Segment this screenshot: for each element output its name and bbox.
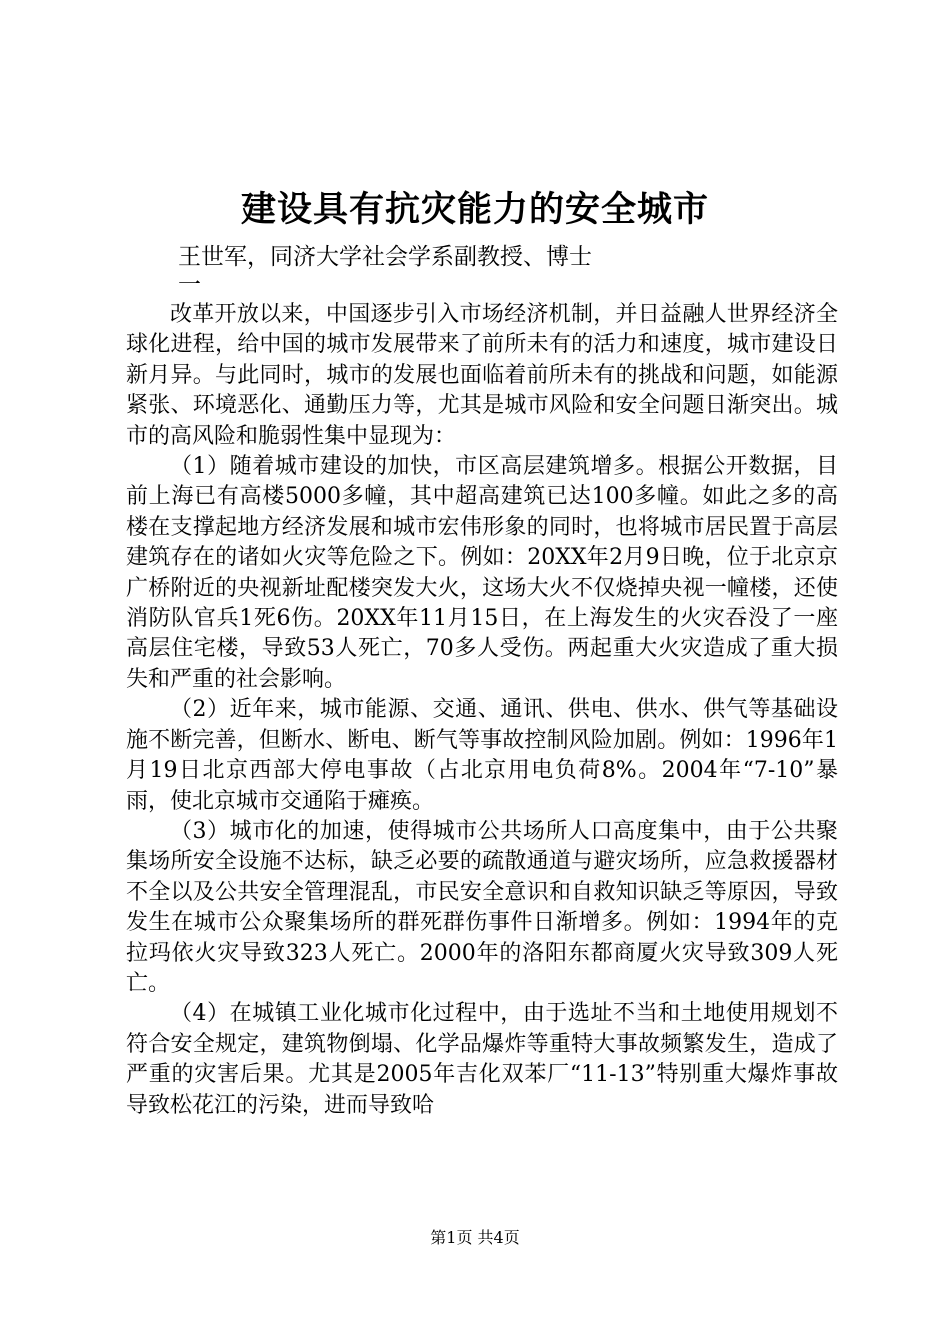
page-footer: 第1页 共4页 [430, 1228, 520, 1247]
document-body [126, 300, 838, 1121]
paragraph-intro: 改革开放以来，中国逐步引入市场经济机制，并日益融人世界经济全球化进程，给中国的城市发展带来了前所未有的活力和速度，城市建设日新月异。与此同时，城市的发展也面临着前所未有的挑战和问题，如能源紧张、环境恶化、通勤压力等，尤其是城市风险和安全问题日渐突出。城市的高风险和脆弱性集中显现为： [126, 302, 838, 449]
section-number: 一 [178, 272, 201, 298]
document-title: 建设具有抗灾能力的安全城市 [240, 189, 709, 230]
paragraph-item-1: （1）随着城市建设的加快，市区高层建筑增多。根据公开数据，目前上海已有高楼5000多幢，其中超高建筑已达100多幢。如此之多的高楼在支撑起地方经济发展和城市宏伟形象的同时，也将城市居民置于高层建筑存在的诸如火灾等危险之下。例如：20XX年2月9日晚，位于北京京广桥附近的央视新址配楼突发大火，这场大火不仅烧掉央视一幢楼，还使消防队官兵1死6伤。20XX年11月15日，在上海发生的火灾吞没了一座高层住宅楼，导致53人死亡，70多人受伤。两起重大火灾造成了重大损失和严重的社会影响。 [126, 454, 838, 692]
paragraph-item-3: （3）城市化的加速，使得城市公共场所人口高度集中，由于公共聚集场所安全设施不达标，缺乏必要的疏散通道与避灾场所，应急救援器材不全以及公共安全管理混乱，市民安全意识和自救知识缺乏等原因，导致发生在城市公众聚集场所的群死群伤事件日渐增多。例如：1994年的克拉玛依火灾导致323人死亡。2000年的洛阳东都商厦火灾导致309人死亡。 [126, 818, 838, 996]
paragraph-item-2: （2）近年来，城市能源、交通、通讯、供电、供水、供气等基础设施不断完善，但断水、断电、断气等事故控制风险加剧。例如：1996年1月19日北京西部大停电事故（占北京用电负荷8%。2004年“7-10”暴雨，使北京城市交通陷于瘫痪。 [126, 697, 838, 814]
paragraph-item-4: （4）在城镇工业化城市化过程中，由于选址不当和土地使用规划不符合安全规定，建筑物倒塌、化学品爆炸等重特大事故频繁发生，造成了严重的灾害后果。尤其是2005年吉化双苯厂“11-13”特别重大爆炸事故导致松花江的污染，进而导致哈 [126, 1001, 838, 1118]
author-line: 王世军，同济大学社会学系副教授、博士 [178, 244, 592, 270]
